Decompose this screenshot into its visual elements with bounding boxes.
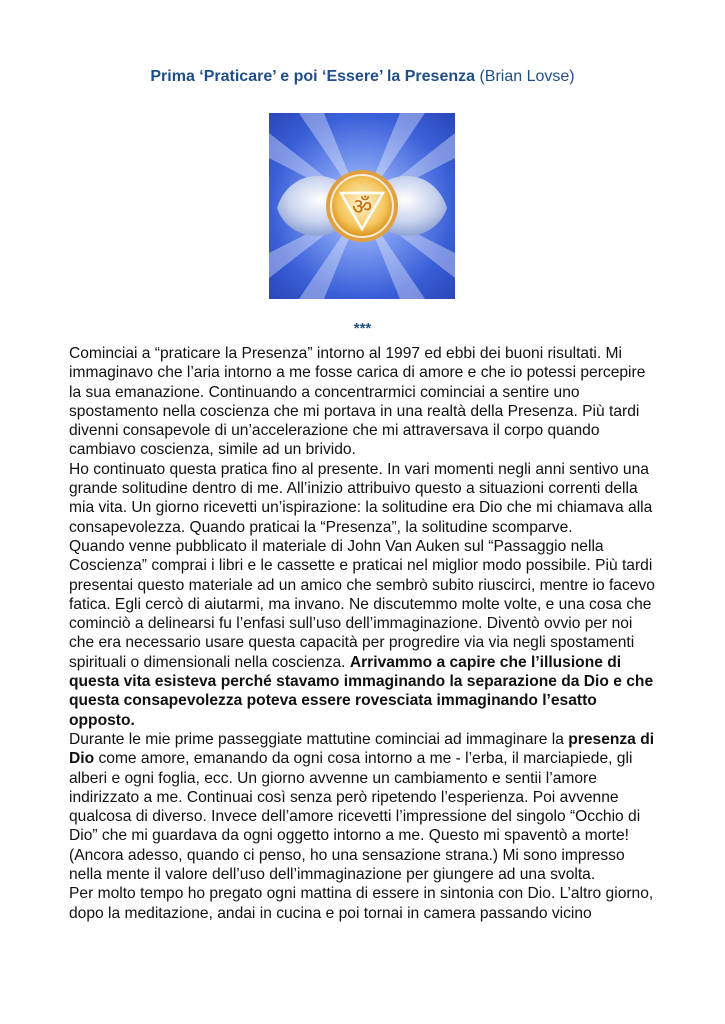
paragraph-4 bbox=[69, 730, 659, 884]
paragraph-5: Per molto tempo ho pregato ogni mattina di essere in sintonia con Dio. L’altro giorno, dopo la meditazione, andai in cucina e poi tornai in camera passando vicino bbox=[69, 885, 654, 922]
document-title bbox=[0, 68, 725, 86]
title-author: (Brian Lovse) bbox=[479, 68, 575, 85]
paragraph-3 bbox=[69, 537, 659, 730]
paragraph-4-text-b: come amore, emanando da ogni cosa intorno a me - l’erba, il marciapiede, gli alberi e ogni foglia, ecc. Un giorno avvenne un cambiamento e sentii l’amore indirizzato a me. Continuai così senza però ripetendo l’esperienza. Poi avvenne qualcosa di diverso. Invece dell’amore ricevetti l’impressione del singolo “Occhio di Dio” che mi guardava da ogni oggetto intorno a me. Questo mi spaventò a morte! (Ancora adesso, quando ci penso, ho una sensazione strana.) Mi sono impresso nella mente il valore dell’uso dell’immaginazione per giungere ad una svolta. bbox=[69, 750, 641, 884]
paragraph-1: Cominciai a “praticare la Presenza” intorno al 1997 ed ebbi dei buoni risultati. Mi immaginavo che l’aria intorno a me fosse carica di amore e che io potessi percepire la sua emanazione. Continuando a concentrarmici cominciai a sentire uno spostamento nella coscienza che mi portava in una realtà della Presenza. Più tardi divenni consapevole di un’accelerazione che mi attraversava il corpo quando cambiavo coscienza, simile ad un brivido. bbox=[69, 345, 646, 459]
om-third-eye-chakra-icon bbox=[269, 113, 455, 299]
paragraph-4-bold: presenza di Dio bbox=[69, 730, 655, 768]
section-separator: *** bbox=[353, 320, 372, 337]
title-main: Prima ‘Praticare’ e poi ‘Essere’ la Presenza bbox=[150, 68, 476, 85]
paragraph-3-bold: Arrivammo a capire che l’illusione di questa vita esisteva perché stavamo immaginando la separazione da Dio e che questa consapevolezza poteva essere rovesciata immaginando l’esatto opposto. bbox=[69, 653, 654, 729]
document-body bbox=[69, 344, 659, 923]
paragraph-3-text: Quando venne pubblicato il materiale di John Van Auken sul “Passaggio nella Coscienza” comprai i libri e le cassette e praticai nel miglior modo possibile. Più tardi presentai questo materiale ad un amico che sembrò subito riuscirci, mentre io facevo fatica. Egli cercò di aiutarmi, ma invano. Ne discutemmo molte volte, e una cosa che cominciò a delinearsi fu l’enfasi sull’uso dell’immaginazione. Diventò ovvio per noi che era necessario usare questa capacità per progredire via via negli spostamenti spirituali o dimensionali nella coscienza. bbox=[69, 537, 655, 671]
svg-text:ॐ: ॐ bbox=[351, 195, 373, 220]
paragraph-4-text-a: Durante le mie prime passeggiate mattutine cominciai ad immaginare la bbox=[69, 730, 564, 748]
paragraph-2: Ho continuato questa pratica fino al presente. In vari momenti negli anni sentivo una grande solitudine dentro di me. All’inizio attribuivo questo a situazioni correnti della mia vita. Un giorno ricevetti un’ispirazione: la solitudine era Dio che mi chiamava alla consapevolezza. Quando praticai la “Presenza”, la solitudine scomparve. bbox=[69, 460, 653, 536]
